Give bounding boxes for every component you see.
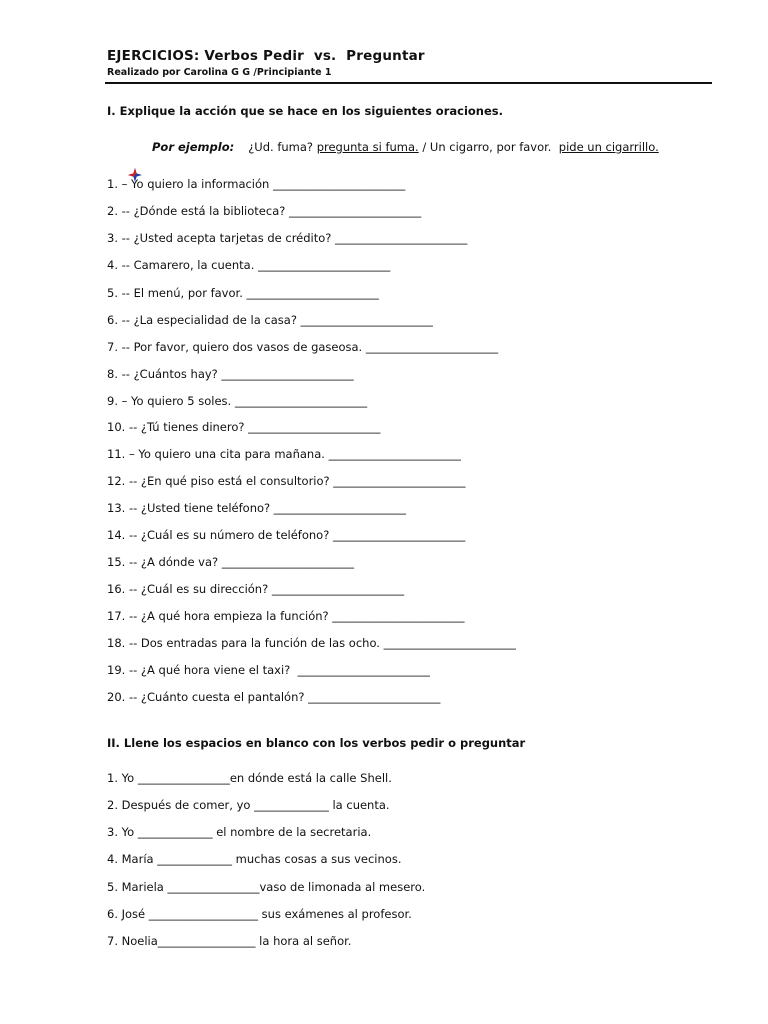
exercise1-item[interactable]: 3. -- ¿Usted acepta tarjetas de crédito? _______________________ bbox=[107, 231, 468, 245]
exercise1-item[interactable]: 11. – Yo quiero una cita para mañana. _______________________ bbox=[107, 447, 461, 461]
exercise1-item[interactable]: 18. -- Dos entradas para la función de las ocho. _______________________ bbox=[107, 636, 516, 650]
exercise1-item[interactable]: 13. -- ¿Usted tiene teléfono? _______________________ bbox=[107, 501, 407, 515]
worksheet-author: Realizado por Carolina G G /Principiante 1 bbox=[107, 67, 332, 78]
example-question: ¿Ud. fuma? bbox=[248, 140, 317, 154]
exercise1-item[interactable]: 16. -- ¿Cuál es su dirección? _______________________ bbox=[107, 582, 405, 596]
exercise2-item[interactable]: 2. Después de comer, yo _____________ la cuenta. bbox=[107, 798, 390, 812]
exercise1-item[interactable]: 2. -- ¿Dónde está la biblioteca? _______________________ bbox=[107, 204, 422, 218]
exercise1-item[interactable]: 7. -- Por favor, quiero dos vasos de gaseosa. _______________________ bbox=[107, 340, 499, 354]
exercise2-item[interactable]: 4. María _____________ muchas cosas a sus vecinos. bbox=[107, 852, 402, 866]
exercise2-item[interactable]: 3. Yo _____________ el nombre de la secretaria. bbox=[107, 825, 372, 839]
exercise2-item[interactable]: 5. Mariela ________________vaso de limonada al mesero. bbox=[107, 880, 426, 894]
exercise2-item[interactable]: 7. Noelia_________________ la hora al señor. bbox=[107, 934, 352, 948]
worksheet-title: EJERCICIOS: Verbos Pedir vs. Preguntar bbox=[107, 48, 425, 64]
section2-heading: II. Llene los espacios en blanco con los verbos pedir o preguntar bbox=[107, 736, 526, 750]
exercise1-item[interactable]: 19. -- ¿A qué hora viene el taxi? _______________________ bbox=[107, 663, 430, 677]
exercise1-item[interactable]: 10. -- ¿Tú tienes dinero? _______________________ bbox=[107, 420, 381, 434]
exercise1-item[interactable]: 5. -- El menú, por favor. _______________________ bbox=[107, 286, 379, 300]
exercise1-item[interactable]: 4. -- Camarero, la cuenta. _______________________ bbox=[107, 258, 391, 272]
exercise2-item[interactable]: 6. José ___________________ sus exámenes al profesor. bbox=[107, 907, 412, 921]
exercise1-item[interactable]: 1. – Yo quiero la información _______________________ bbox=[107, 177, 406, 191]
exercise1-item[interactable]: 12. -- ¿En qué piso está el consultorio? _______________________ bbox=[107, 474, 466, 488]
example-answer-request: pide un cigarrillo. bbox=[558, 140, 659, 154]
exercise1-item[interactable]: 20. -- ¿Cuánto cuesta el pantalón? _______________________ bbox=[107, 690, 441, 704]
example-line bbox=[128, 140, 659, 154]
exercise1-item[interactable]: 14. -- ¿Cuál es su número de teléfono? _______________________ bbox=[107, 528, 466, 542]
exercise1-item[interactable]: 15. -- ¿A dónde va? _______________________ bbox=[107, 555, 355, 569]
exercise1-item[interactable]: 9. – Yo quiero 5 soles. _______________________ bbox=[107, 394, 368, 408]
exercise1-item[interactable]: 17. -- ¿A qué hora empieza la función? _______________________ bbox=[107, 609, 465, 623]
exercise2-item[interactable]: 1. Yo ________________en dónde está la calle Shell. bbox=[107, 771, 392, 785]
example-label: Por ejemplo: bbox=[152, 140, 235, 154]
example-request: / Un cigarro, por favor. bbox=[418, 140, 559, 154]
exercise1-item[interactable]: 8. -- ¿Cuántos hay? _______________________ bbox=[107, 367, 354, 381]
section1-heading: I. Explique la acción que se hace en los siguientes oraciones. bbox=[107, 104, 503, 118]
header-divider bbox=[105, 82, 712, 84]
four-point-star-icon bbox=[128, 140, 142, 154]
exercise1-item[interactable]: 6. -- ¿La especialidad de la casa? _______________________ bbox=[107, 313, 433, 327]
example-answer-ask: pregunta si fuma. bbox=[316, 140, 419, 154]
